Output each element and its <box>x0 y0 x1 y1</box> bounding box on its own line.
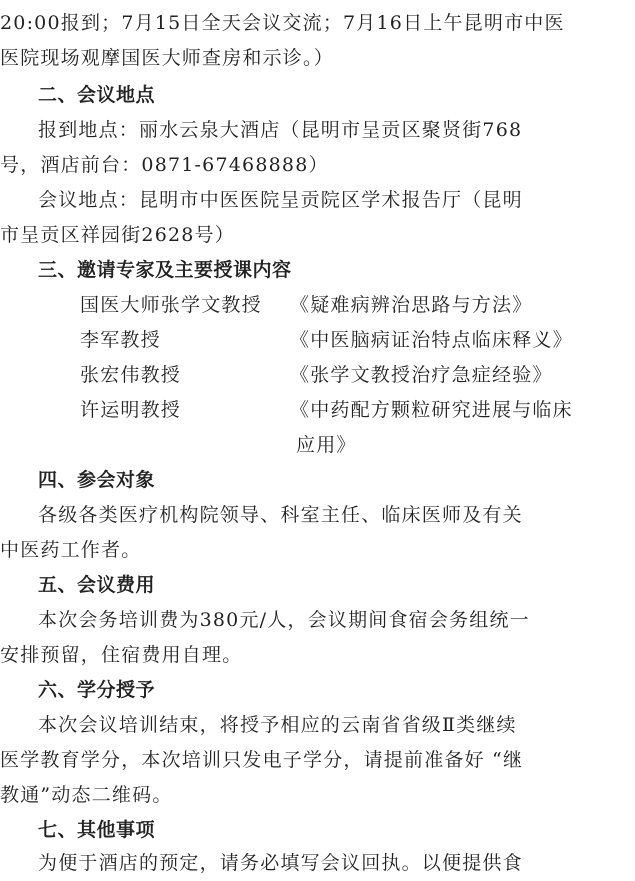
expert-name: 李军教授 <box>80 329 161 351</box>
attendees-line-1: 各级各类医疗机构院领导、科室主任、临床医师及有关 <box>38 504 523 526</box>
venue-location-line-1: 会议地点：昆明市中医医院呈贡院区学术报告厅（昆明 <box>38 189 523 211</box>
expert-name: 张宏伟教授 <box>80 364 182 386</box>
checkin-location-line-2: 号，酒店前台：0871-67468888） <box>0 154 329 176</box>
section-heading-venue: 二、会议地点 <box>38 84 156 106</box>
expert-course: 《张学文教授治疗急症经验》 <box>290 364 553 386</box>
credits-line-1: 本次会议培训结束，将授予相应的云南省省级Ⅱ类继续 <box>38 714 517 736</box>
credits-line-2: 医学教育学分，本次培训只发电子学分，请提前准备好 “继 <box>0 749 524 771</box>
venue-location-line-2: 市呈贡区祥园街2628号） <box>0 224 235 246</box>
fees-line-2: 安排预留，住宿费用自理。 <box>0 644 243 666</box>
expert-row <box>0 358 635 393</box>
expert-course: 《中医脑病证治特点临床释义》 <box>290 329 573 351</box>
section-heading-fees: 五、会议费用 <box>38 574 156 596</box>
section-heading-other: 七、其他事项 <box>38 819 156 841</box>
intro-line-1: 20:00报到；7月15日全天会议交流；7月16日上午昆明市中医 <box>0 12 565 34</box>
expert-row <box>0 393 635 428</box>
expert-course: 《疑难病辨治思路与方法》 <box>290 294 533 316</box>
section-heading-credits: 六、学分授予 <box>38 679 156 701</box>
other-line-1: 为便于酒店的预定，请务必填写会议回执。以便提供食 <box>38 852 523 874</box>
expert-row-continuation <box>0 428 635 463</box>
credits-line-3: 教通”动态二维码。 <box>0 784 173 806</box>
expert-row <box>0 323 635 358</box>
section-heading-attendees: 四、参会对象 <box>38 469 156 491</box>
attendees-line-2: 中医药工作者。 <box>0 539 142 561</box>
fees-line-1: 本次会务培训费为380元/人，会议期间食宿会务组统一 <box>38 609 530 631</box>
checkin-location-line-1: 报到地点：丽水云泉大酒店（昆明市呈贡区聚贤街768 <box>38 119 523 141</box>
expert-course-continuation: 应用》 <box>296 434 357 456</box>
expert-row <box>0 288 635 323</box>
expert-name: 国医大师张学文教授 <box>80 294 262 316</box>
expert-name: 许运明教授 <box>80 399 182 421</box>
expert-course: 《中药配方颗粒研究进展与临床 <box>290 399 573 421</box>
intro-line-2: 医院现场观摩国医大师查房和示诊。） <box>0 47 334 69</box>
section-heading-experts: 三、邀请专家及主要授课内容 <box>38 259 292 281</box>
